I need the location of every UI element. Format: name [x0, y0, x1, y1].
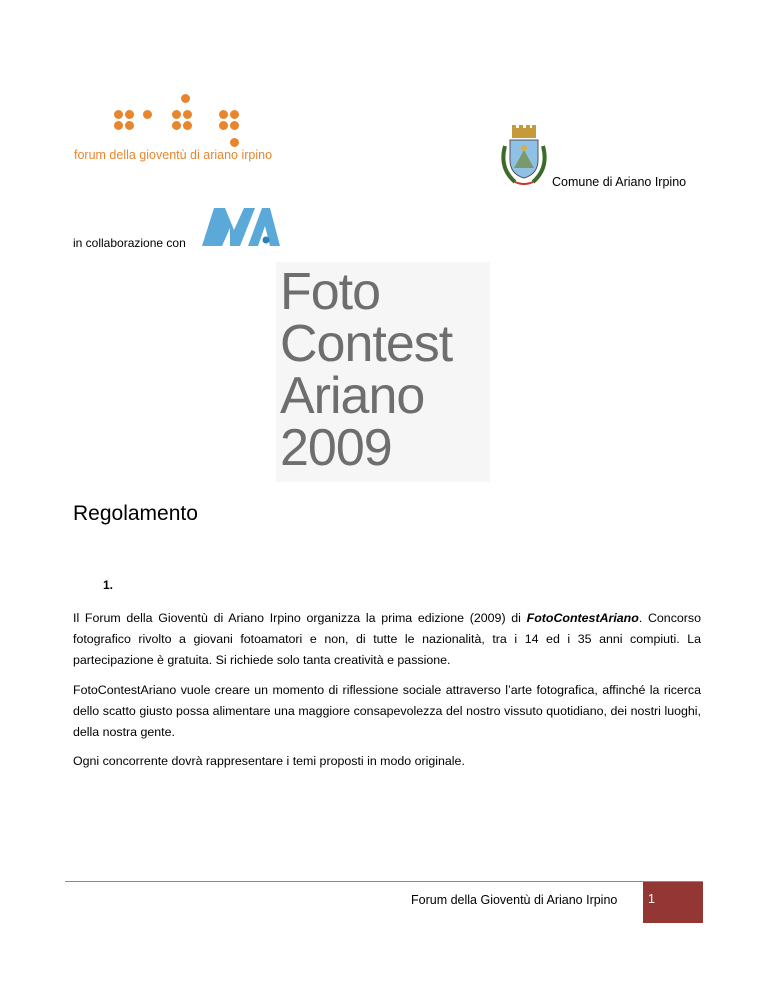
paragraph-themes: Ogni concorrente dovrà rappresentare i temi proposti in modo originale.	[73, 754, 465, 768]
logo-dot	[183, 121, 192, 130]
contest-title-line4: 2009	[280, 419, 392, 477]
logo-dot	[143, 110, 152, 119]
comune-caption: Comune di Ariano Irpino	[552, 175, 687, 189]
contest-title-line3: Ariano	[280, 367, 425, 425]
footer-text: Forum della Gioventù di Ariano Irpino	[411, 893, 618, 907]
logo-dot	[219, 121, 228, 130]
logo-dot	[125, 121, 134, 130]
logo-dot	[219, 110, 228, 119]
page-number-box	[643, 882, 703, 923]
paragraph-intro-text: Il Forum della Gioventù di Ariano Irpino organizza la prima edizione (2009) di	[73, 611, 527, 625]
contest-title-line2: Contest	[280, 315, 453, 373]
logo-dot	[114, 110, 123, 119]
section-number: 1.	[103, 578, 114, 592]
comune-crest-icon	[497, 124, 551, 188]
page-number: 1	[648, 892, 655, 906]
logo-dot	[230, 110, 239, 119]
logo-dot	[230, 121, 239, 130]
logo-dot	[172, 121, 181, 130]
logo-dot	[230, 138, 239, 147]
paragraph-intro-text-continued: . Concorso fotografico rivolto a giovani fotoamatori e non, di tutte le nazionalità, tra i 14 ed i 35 anni compiuti. La partecipazione è gratuita. Si richiede solo tanta creatività e passione.	[73, 611, 702, 667]
footer-divider	[65, 881, 703, 882]
collaboration-label: in collaborazione con	[73, 236, 186, 250]
logo-dot	[114, 121, 123, 130]
logo-dot	[181, 94, 190, 103]
paragraph-purpose: FotoContestAriano vuole creare un momento di riflessione sociale attraverso l’arte fotografica, affinché la ricerca dello scatto giusto possa alimentare una maggiore consapevolezza del nostro vissuto quotidiano, dei nostri luoghi, della nostra gente.	[73, 683, 701, 739]
contest-title-image	[276, 262, 490, 482]
logo-dot	[172, 110, 181, 119]
forum-logo	[112, 92, 242, 150]
logo-dot	[183, 110, 192, 119]
logo-dot	[125, 110, 134, 119]
forum-logo-caption: forum della gioventù di ariano irpino	[74, 148, 273, 162]
contest-title-line1: Foto	[280, 263, 381, 321]
paragraph-intro	[73, 608, 701, 671]
page-heading: Regolamento	[73, 502, 198, 525]
ma-logo-icon	[200, 204, 282, 248]
contest-name-emphasis: FotoContestAriano	[526, 611, 639, 625]
